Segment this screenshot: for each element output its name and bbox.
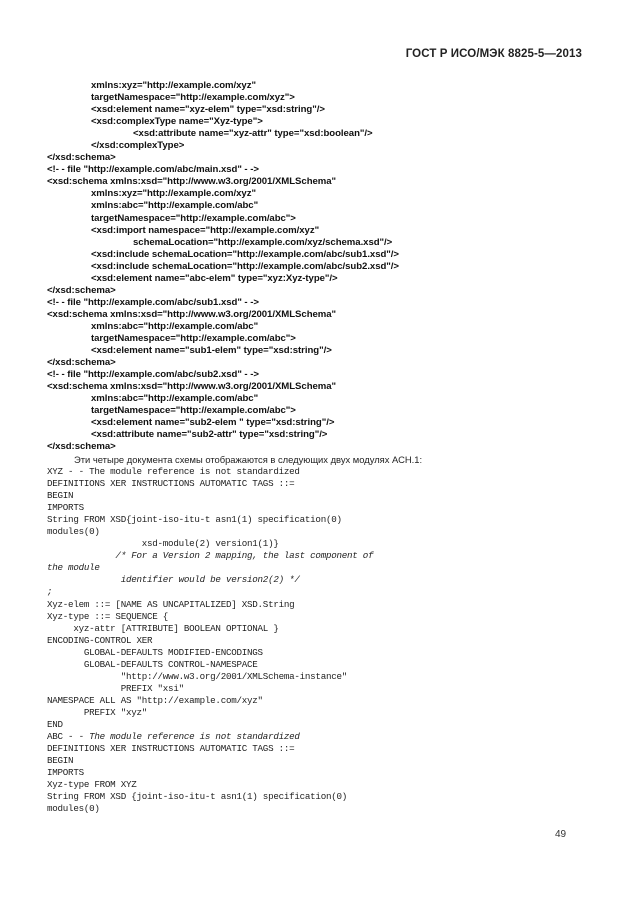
code-line: <!- - file "http://example.com/abc/sub2.xsd" - -> xyxy=(47,369,259,381)
code-line: IMPORTS xyxy=(47,767,84,779)
code-line: <xsd:schema xmlns:xsd="http://www.w3.org/2001/XMLSchema" xyxy=(47,381,337,393)
code-line: <xsd:schema xmlns:xsd="http://www.w3.org/2001/XMLSchema" xyxy=(47,308,337,320)
code-line: <xsd:include schemaLocation="http://example.com/abc/sub1.xsd"/> xyxy=(91,248,399,260)
code-line: XYZ - - The module reference is not standardized xyxy=(47,466,300,477)
code-line: xyz-attr [ATTRIBUTE] BOOLEAN OPTIONAL } xyxy=(47,622,279,634)
code-line: </xsd:schema> xyxy=(47,441,116,453)
code-line: END xyxy=(47,718,63,730)
code-line: <xsd:element name="abc-elem" type="xyz:Xyz-type"/> xyxy=(91,272,338,284)
code-line: /* For a Version 2 mapping, the last component of xyxy=(47,550,374,562)
code-line: </xsd:schema> xyxy=(47,357,116,369)
code-line: <xsd:attribute name="sub2-attr" type="xsd:string"/> xyxy=(91,429,328,441)
code-line: xmlns:abc="http://example.com/abc" xyxy=(91,393,259,405)
code-line: schemaLocation="http://example.com/xyz/schema.xsd"/> xyxy=(133,236,393,248)
code-line: <xsd:include schemaLocation="http://example.com/abc/sub2.xsd"/> xyxy=(91,260,399,272)
code-line: xmlns:xyz="http://example.com/xyz" xyxy=(91,80,256,91)
code-line: xmlns:xyz="http://example.com/xyz" xyxy=(91,188,256,200)
code-line: modules(0) xyxy=(47,526,100,538)
code-line: Xyz-type ::= SEQUENCE { xyxy=(47,610,169,622)
code-line: String FROM XSD {joint-iso-itu-t asn1(1) specification(0) xyxy=(47,791,348,803)
code-line: </xsd:schema> xyxy=(47,152,116,164)
page-number: 49 xyxy=(555,829,567,840)
standard-header: ГОСТ Р ИСО/МЭК 8825-5—2013 xyxy=(405,48,582,60)
code-line: targetNamespace="http://example.com/xyz"> xyxy=(91,92,295,104)
code-line: PREFIX "xsi" xyxy=(47,682,184,694)
code-line: DEFINITIONS XER INSTRUCTIONS AUTOMATIC TAGS ::= xyxy=(47,743,295,755)
code-line: modules(0) xyxy=(47,803,100,815)
code-line: GLOBAL-DEFAULTS MODIFIED-ENCODINGS xyxy=(47,646,263,658)
code-line: IMPORTS xyxy=(47,502,84,514)
code-line: BEGIN xyxy=(47,490,74,502)
code-line: <xsd:element name="sub1-elem" type="xsd:string"/> xyxy=(91,345,332,357)
code-line: <xsd:attribute name="xyz-attr" type="xsd:boolean"/> xyxy=(133,128,373,140)
code-line: ; xyxy=(47,586,53,598)
code-line: GLOBAL-DEFAULTS CONTROL-NAMESPACE xyxy=(47,658,258,670)
code-line: targetNamespace="http://example.com/abc"> xyxy=(91,332,296,344)
code-line: ENCODING-CONTROL XER xyxy=(47,634,153,646)
code-line: String FROM XSD{joint-iso-itu-t asn1(1) specification(0) xyxy=(47,514,342,526)
code-text: ABC - - xyxy=(47,731,90,743)
code-line: xsd-module(2) version1(1)} xyxy=(47,538,279,550)
code-line: <!- - file "http://example.com/abc/main.xsd" - -> xyxy=(47,164,259,176)
code-line: </xsd:schema> xyxy=(47,284,116,296)
code-line: <xsd:element name="xyz-elem" type="xsd:string"/> xyxy=(91,104,325,116)
code-line: <xsd:import namespace="http://example.com/xyz" xyxy=(91,224,320,236)
code-line: "http://www.w3.org/2001/XMLSchema-instance" xyxy=(47,670,348,682)
code-line: NAMESPACE ALL AS "http://example.com/xyz" xyxy=(47,694,263,706)
code-comment: The module reference is not standardized xyxy=(89,731,300,743)
code-line: </xsd:complexType> xyxy=(91,140,185,152)
asn1-module-listing xyxy=(47,466,373,815)
code-line: PREFIX "xyz" xyxy=(47,706,148,718)
code-line: BEGIN xyxy=(47,755,74,767)
code-line: the module xyxy=(47,562,100,574)
code-line: <xsd:complexType name="Xyz-type"> xyxy=(91,116,263,128)
code-line: <xsd:element name="sub2-elem " type="xsd:string"/> xyxy=(91,417,335,429)
code-line: targetNamespace="http://example.com/abc"> xyxy=(91,212,296,224)
xml-schema-listing xyxy=(47,80,399,453)
code-line: <xsd:schema xmlns:xsd="http://www.w3.org/2001/XMLSchema" xyxy=(47,176,337,188)
code-line: <!- - file "http://example.com/abc/sub1.xsd" - -> xyxy=(47,296,259,308)
code-line: Xyz-type FROM XYZ xyxy=(47,779,137,791)
code-line: DEFINITIONS XER INSTRUCTIONS AUTOMATIC TAGS ::= xyxy=(47,478,295,490)
code-line: Xyz-elem ::= [NAME AS UNCAPITALIZED] XSD.String xyxy=(47,598,295,610)
code-line: targetNamespace="http://example.com/abc"> xyxy=(91,405,296,417)
code-line: xmlns:abc="http://example.com/abc" xyxy=(91,320,259,332)
body-paragraph: Эти четыре документа схемы отображаются в следующих двух модулях АСН.1: xyxy=(74,454,423,465)
code-line: xmlns:abc="http://example.com/abc" xyxy=(91,200,259,212)
code-line: identifier would be version2(2) */ xyxy=(47,574,300,586)
code-line xyxy=(47,731,373,743)
